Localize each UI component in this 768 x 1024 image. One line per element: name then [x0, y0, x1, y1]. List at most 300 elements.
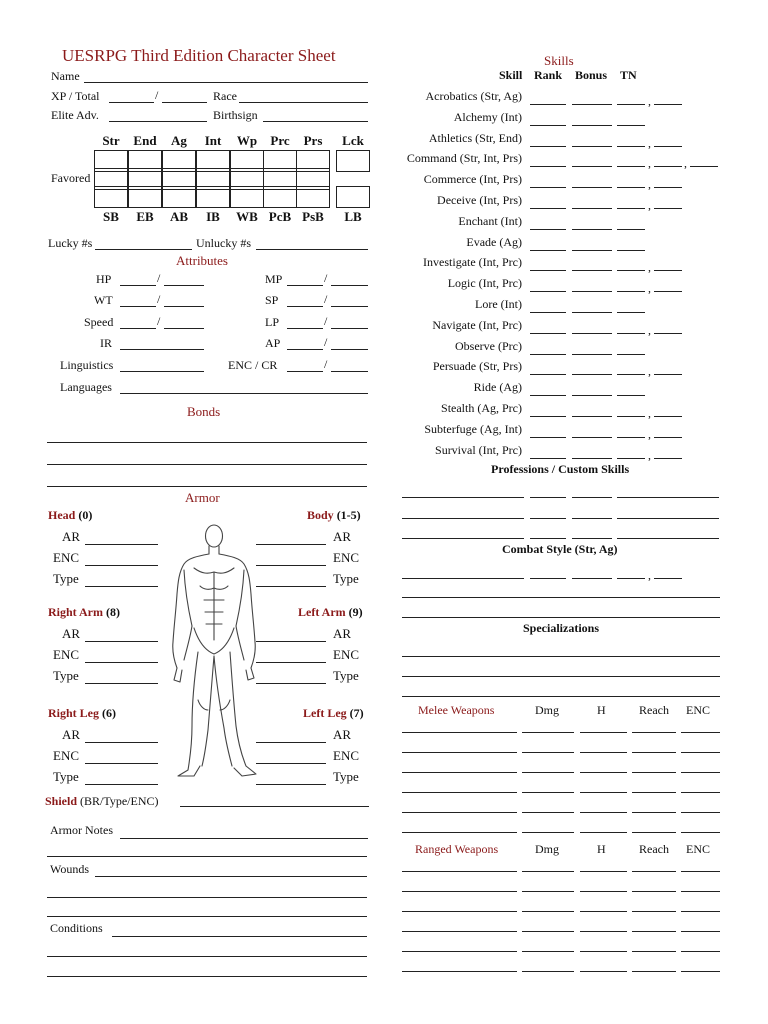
skill-deceive-tn-2[interactable] [654, 208, 682, 209]
attr-field-1-current[interactable] [287, 306, 323, 307]
prof-rank-0[interactable] [530, 497, 566, 498]
ranged-row-2-dmg[interactable] [522, 911, 574, 912]
attr-field-hp-max[interactable] [164, 285, 204, 286]
name-field[interactable] [84, 82, 368, 83]
ranged-row-0-name[interactable] [402, 871, 517, 872]
melee-row-5-dmg[interactable] [522, 832, 574, 833]
ranged-row-0-reach[interactable] [632, 871, 676, 872]
bonus-label-pcb: PcB [268, 209, 292, 224]
conditions-line-3[interactable] [47, 976, 367, 977]
skill-alchemy-rank[interactable] [530, 125, 566, 126]
skill-evade-rank[interactable] [530, 250, 566, 251]
char-label-lck: Lck [342, 133, 364, 148]
armor-right-leg-ar-field[interactable] [85, 742, 158, 743]
wounds-line-2[interactable] [47, 897, 367, 898]
skill-subterfuge: Subterfuge (Ag, Int) [424, 421, 522, 436]
shield-name: Shield [45, 794, 78, 808]
attr-field-0-max[interactable] [331, 285, 368, 286]
skill-command-comma: , [648, 156, 651, 171]
skill-command-bonus[interactable] [572, 166, 612, 167]
skill-commerce-comma: , [648, 177, 651, 192]
prof-bonus-1[interactable] [572, 518, 612, 519]
ranged-row-2-h[interactable] [580, 911, 627, 912]
armor-header: Armor [185, 490, 220, 505]
char-value-box-5[interactable] [263, 168, 297, 190]
attr-field-3-max[interactable] [331, 349, 368, 350]
melee-row-0-reach[interactable] [632, 732, 676, 733]
spec-line-1[interactable] [402, 656, 720, 657]
ranged-row-4-enc[interactable] [681, 951, 720, 952]
ranged-row-3-name[interactable] [402, 931, 517, 932]
attributes-header: Attributes [176, 253, 228, 268]
attr-label-languages: Languages [60, 380, 112, 394]
ranged-row-0-dmg[interactable] [522, 871, 574, 872]
bonds-line-3[interactable] [47, 486, 367, 487]
melee-row-1-h[interactable] [580, 752, 627, 753]
skill-persuade-bonus[interactable] [572, 374, 612, 375]
melee-col-reach: Reach [639, 703, 669, 717]
char-label-prc: Prc [270, 133, 290, 148]
skill-subterfuge-tn[interactable] [617, 437, 645, 438]
ranged-row-3-h[interactable] [580, 931, 627, 932]
melee-row-0-h[interactable] [580, 732, 627, 733]
skill-alchemy-bonus[interactable] [572, 125, 612, 126]
xp-label: XP / Total [51, 89, 100, 103]
skill-lore-bonus[interactable] [572, 312, 612, 313]
ranged-row-1-reach[interactable] [632, 891, 676, 892]
armor-left-arm-type-field[interactable] [256, 683, 326, 684]
attr-field-4-max[interactable] [331, 371, 368, 372]
melee-row-1-reach[interactable] [632, 752, 676, 753]
skill-command-tn[interactable] [617, 166, 645, 167]
professions-header: Professions / Custom Skills [491, 462, 630, 476]
bonus-label-sb: SB [103, 209, 119, 224]
attr-slash-2: / [157, 314, 161, 328]
bonus-label-ib: IB [206, 209, 220, 224]
attr-field-hp-current[interactable] [120, 285, 156, 286]
ranged-row-3-enc[interactable] [681, 931, 720, 932]
armor-right-leg-enc-label: ENC [53, 748, 79, 763]
armor-head-type-field[interactable] [85, 586, 158, 587]
skill-enchant-tn[interactable] [617, 229, 645, 230]
bonus-label-ab: AB [169, 209, 189, 224]
combat-bonus[interactable] [572, 578, 612, 579]
skill-command-tn-3[interactable] [690, 166, 718, 167]
armor-body-type-label: Type [333, 571, 359, 586]
melee-row-4-h[interactable] [580, 812, 627, 813]
armor-right-arm-enc-field[interactable] [85, 662, 158, 663]
ranged-row-2-name[interactable] [402, 911, 517, 912]
attr-field-wt-max[interactable] [164, 306, 204, 307]
armor-right-arm-type-field[interactable] [85, 683, 158, 684]
melee-row-4-name[interactable] [402, 812, 517, 813]
skill-command-rank[interactable] [530, 166, 566, 167]
armor-head-ar-label: AR [62, 529, 81, 544]
skill-acrobatics-tn[interactable] [617, 104, 645, 105]
ranged-row-1-h[interactable] [580, 891, 627, 892]
skill-subterfuge-tn-2[interactable] [654, 437, 682, 438]
melee-row-4-dmg[interactable] [522, 812, 574, 813]
skill-lore-rank[interactable] [530, 312, 566, 313]
combat-name[interactable] [402, 578, 524, 579]
prof-name-1[interactable] [402, 518, 524, 519]
skill-investigate-tn-2[interactable] [654, 270, 682, 271]
attr-field-3-current[interactable] [287, 349, 323, 350]
prof-name-0[interactable] [402, 497, 524, 498]
melee-row-1-dmg[interactable] [522, 752, 574, 753]
skill-lore-tn[interactable] [617, 312, 645, 313]
skill-logic-tn[interactable] [617, 291, 645, 292]
combat-style-header: Combat Style (Str, Ag) [502, 542, 618, 556]
combat-tn-2[interactable] [654, 578, 682, 579]
skill-deceive-tn[interactable] [617, 208, 645, 209]
luck-box-bottom[interactable] [336, 186, 370, 208]
armor-left-arm-enc-field[interactable] [256, 662, 326, 663]
attr-label-ir: IR [100, 336, 112, 350]
attr-right-slash-4: / [324, 357, 328, 371]
ranged-row-5-enc[interactable] [681, 971, 720, 972]
skill-athletics-rank[interactable] [530, 146, 566, 147]
armor-left-leg-type-label: Type [333, 769, 359, 784]
attr-label-speed: Speed [84, 315, 114, 329]
melee-row-0-name[interactable] [402, 732, 517, 733]
ranged-row-3-dmg[interactable] [522, 931, 574, 932]
skill-deceive: Deceive (Int, Prs) [437, 193, 522, 207]
attr-field-4-current[interactable] [287, 371, 323, 372]
char-label-prs: Prs [303, 133, 323, 148]
attr-label-wt: WT [94, 293, 113, 307]
attr-right-slash-3: / [324, 335, 328, 349]
ranged-col-dmg: Dmg [535, 842, 559, 856]
skill-ride-rank[interactable] [530, 395, 566, 396]
skill-logic-tn-2[interactable] [654, 291, 682, 292]
skill-persuade-tn-2[interactable] [654, 374, 682, 375]
armor-left-leg-type-field[interactable] [256, 784, 326, 785]
attr-field-1-max[interactable] [331, 306, 368, 307]
ranged-row-4-reach[interactable] [632, 951, 676, 952]
skills-col-rank: Rank [534, 68, 563, 82]
attr-right-slash-2: / [324, 314, 328, 328]
skill-evade: Evade (Ag) [466, 234, 522, 249]
race-label: Race [213, 89, 237, 103]
ranged-row-1-name[interactable] [402, 891, 517, 892]
skill-athletics-tn[interactable] [617, 146, 645, 147]
skill-stealth-comma: , [648, 406, 651, 420]
skill-alchemy-tn[interactable] [617, 125, 645, 126]
prof-rank-1[interactable] [530, 518, 566, 519]
melee-row-3-dmg[interactable] [522, 792, 574, 793]
armor-notes-field[interactable] [120, 838, 368, 839]
char-label-int: Int [204, 133, 222, 148]
body-figure-icon [168, 520, 260, 784]
melee-row-5-reach[interactable] [632, 832, 676, 833]
wounds-label: Wounds [50, 862, 90, 876]
skill-stealth-tn[interactable] [617, 416, 645, 417]
skill-navigate-bonus[interactable] [572, 333, 612, 334]
prof-bonus-0[interactable] [572, 497, 612, 498]
combat-line-2[interactable] [402, 597, 720, 598]
combat-tn[interactable] [617, 578, 645, 579]
skill-navigate-rank[interactable] [530, 333, 566, 334]
skill-evade-bonus[interactable] [572, 250, 612, 251]
attr-field-linguistics[interactable] [120, 371, 204, 372]
skill-athletics-tn-2[interactable] [654, 146, 682, 147]
armor-left-leg-ar-field[interactable] [256, 742, 326, 743]
melee-row-4-enc[interactable] [681, 812, 720, 813]
ranged-row-1-dmg[interactable] [522, 891, 574, 892]
skill-acrobatics-tn-2[interactable] [654, 104, 682, 105]
armor-loc-name: Left Arm [298, 605, 346, 619]
skill-acrobatics-bonus[interactable] [572, 104, 612, 105]
melee-row-3-enc[interactable] [681, 792, 720, 793]
armor-head-enc-field[interactable] [85, 565, 158, 566]
skill-survival-tn-2[interactable] [654, 458, 682, 459]
bonus-label-lb: LB [344, 209, 362, 224]
skill-logic-bonus[interactable] [572, 291, 612, 292]
skill-subterfuge-rank[interactable] [530, 437, 566, 438]
armor-loc-number: (9) [348, 605, 363, 619]
armor-left-arm-ar-field[interactable] [256, 641, 326, 642]
prof-name-2[interactable] [402, 538, 524, 539]
skill-investigate-tn[interactable] [617, 270, 645, 271]
skill-subterfuge-comma: , [648, 426, 651, 441]
shield-label [45, 794, 159, 809]
conditions-label: Conditions [50, 921, 103, 935]
armor-right-arm-ar-field[interactable] [85, 641, 158, 642]
skill-commerce-rank[interactable] [530, 187, 566, 188]
ranged-row-4-name[interactable] [402, 951, 517, 952]
combat-line-3[interactable] [402, 617, 720, 618]
armor-loc-number: (1-5) [336, 508, 361, 522]
attr-label-sp: SP [265, 293, 279, 307]
skill-acrobatics-rank[interactable] [530, 104, 566, 105]
armor-loc-left-arm [298, 605, 363, 620]
skill-persuade-rank[interactable] [530, 374, 566, 375]
skill-investigate-rank[interactable] [530, 270, 566, 271]
bonds-line-1[interactable] [47, 442, 367, 443]
prof-bonus-2[interactable] [572, 538, 612, 539]
char-label-str: Str [102, 133, 120, 148]
xp-total-field[interactable] [162, 102, 207, 103]
skill-acrobatics: Acrobatics (Str, Ag) [425, 89, 522, 103]
armor-loc-number: (7) [349, 706, 364, 720]
page-title: UESRPG Third Edition Character Sheet [62, 46, 336, 65]
skill-command: Command (Str, Int, Prs) [406, 151, 522, 166]
skill-athletics-comma: , [648, 135, 651, 150]
armor-loc-body [307, 508, 361, 523]
skill-subterfuge-bonus[interactable] [572, 437, 612, 438]
xp-field[interactable] [109, 102, 154, 103]
prof-tn-1[interactable] [617, 518, 719, 519]
skills-header: Skills [544, 53, 574, 68]
armor-body-enc-field[interactable] [256, 565, 326, 566]
elite-adv-label: Elite Adv. [51, 108, 99, 122]
skill-observe-tn[interactable] [617, 354, 645, 355]
skill-evade-tn[interactable] [617, 250, 645, 251]
melee-row-2-h[interactable] [580, 772, 627, 773]
armor-head-ar-field[interactable] [85, 544, 158, 545]
armor-left-arm-type-label: Type [333, 668, 359, 683]
conditions-field[interactable] [112, 936, 367, 937]
melee-row-0-enc[interactable] [681, 732, 720, 733]
skill-observe-rank[interactable] [530, 354, 566, 355]
char-value-box-1[interactable] [128, 168, 162, 190]
prof-tn-2[interactable] [617, 538, 719, 539]
ranged-row-2-reach[interactable] [632, 911, 676, 912]
skill-command-tn-2[interactable] [654, 166, 682, 167]
melee-row-2-reach[interactable] [632, 772, 676, 773]
skill-alchemy: Alchemy (Int) [453, 109, 522, 124]
spec-line-2[interactable] [402, 676, 720, 677]
armor-body-type-field[interactable] [256, 586, 326, 587]
shield-detail: (BR/Type/ENC) [80, 794, 159, 808]
char-value-box-2[interactable] [162, 168, 196, 190]
skill-persuade-tn[interactable] [617, 374, 645, 375]
skill-survival-rank[interactable] [530, 458, 566, 459]
ranged-weapons-header: Ranged Weapons [415, 842, 499, 856]
char-label-end: End [133, 133, 157, 148]
armor-right-leg-enc-field[interactable] [85, 763, 158, 764]
unlucky-label: Unlucky #s [196, 236, 251, 250]
skill-commerce-tn[interactable] [617, 187, 645, 188]
ranged-row-1-enc[interactable] [681, 891, 720, 892]
ranged-row-2-enc[interactable] [681, 911, 720, 912]
skill-athletics-bonus[interactable] [572, 146, 612, 147]
unlucky-field[interactable] [256, 249, 368, 250]
char-value-box-3[interactable] [196, 168, 230, 190]
attr-field-2-current[interactable] [287, 328, 323, 329]
armor-loc-number: (6) [102, 706, 116, 720]
skill-deceive-rank[interactable] [530, 208, 566, 209]
skill-command-comma-2: , [684, 156, 687, 171]
skill-navigate-tn-2[interactable] [654, 333, 682, 334]
ranged-row-5-reach[interactable] [632, 971, 676, 972]
combat-rank[interactable] [530, 578, 566, 579]
skill-commerce: Commerce (Int, Prs) [423, 172, 522, 187]
attr-slash-1: / [157, 292, 161, 306]
conditions-line-2[interactable] [47, 956, 367, 957]
lucky-field[interactable] [95, 249, 192, 250]
armor-body-ar-field[interactable] [256, 544, 326, 545]
skill-enchant-bonus[interactable] [572, 229, 612, 230]
skill-stealth-rank[interactable] [530, 416, 566, 417]
char-label-ag: Ag [171, 133, 187, 148]
skill-investigate-comma: , [648, 260, 651, 275]
ranged-row-5-dmg[interactable] [522, 971, 574, 972]
wounds-field[interactable] [95, 876, 367, 877]
skill-logic-rank[interactable] [530, 291, 566, 292]
skill-commerce-tn-2[interactable] [654, 187, 682, 188]
ranged-row-4-h[interactable] [580, 951, 627, 952]
ranged-row-3-reach[interactable] [632, 931, 676, 932]
skill-ride-tn[interactable] [617, 395, 645, 396]
armor-loc-right-arm [48, 605, 120, 620]
bonds-line-2[interactable] [47, 464, 367, 465]
attr-field-languages[interactable] [120, 393, 368, 394]
attr-slash-0: / [157, 271, 161, 285]
ranged-row-4-dmg[interactable] [522, 951, 574, 952]
attr-label-enc-cr: ENC / CR [228, 358, 278, 372]
shield-field[interactable] [180, 806, 369, 807]
armor-left-leg-enc-field[interactable] [256, 763, 326, 764]
race-field[interactable] [239, 102, 368, 103]
melee-row-1-enc[interactable] [681, 752, 720, 753]
skill-navigate-tn[interactable] [617, 333, 645, 334]
skill-deceive-comma: , [648, 198, 651, 212]
attr-field-ir[interactable] [120, 349, 204, 350]
elite-adv-field[interactable] [109, 121, 207, 122]
luck-box-top[interactable] [336, 150, 370, 172]
combat-comma: , [648, 568, 651, 582]
melee-row-5-enc[interactable] [681, 832, 720, 833]
skill-logic: Logic (Int, Prc) [447, 276, 522, 291]
ranged-row-0-enc[interactable] [681, 871, 720, 872]
char-value-box-6[interactable] [296, 168, 330, 190]
armor-right-leg-type-field[interactable] [85, 784, 158, 785]
melee-row-3-reach[interactable] [632, 792, 676, 793]
skill-enchant-rank[interactable] [530, 229, 566, 230]
skill-athletics: Athletics (Str, End) [428, 130, 522, 145]
melee-row-3-name[interactable] [402, 792, 517, 793]
skill-stealth-tn-2[interactable] [654, 416, 682, 417]
ranged-row-0-h[interactable] [580, 871, 627, 872]
armor-notes-line-2[interactable] [47, 856, 367, 857]
skill-survival-comma: , [648, 447, 651, 462]
char-value-box-0[interactable] [94, 168, 128, 190]
attr-field-0-current[interactable] [287, 285, 323, 286]
skill-survival-bonus[interactable] [572, 458, 612, 459]
melee-row-0-dmg[interactable] [522, 732, 574, 733]
melee-row-3-h[interactable] [580, 792, 627, 793]
bonus-label-wb: WB [236, 209, 258, 224]
melee-row-2-name[interactable] [402, 772, 517, 773]
skill-investigate-bonus[interactable] [572, 270, 612, 271]
ranged-row-5-name[interactable] [402, 971, 517, 972]
melee-row-5-h[interactable] [580, 832, 627, 833]
skill-observe-bonus[interactable] [572, 354, 612, 355]
char-label-wp: Wp [236, 133, 258, 148]
armor-right-arm-type-label: Type [53, 668, 79, 683]
melee-row-2-dmg[interactable] [522, 772, 574, 773]
skill-commerce-bonus[interactable] [572, 187, 612, 188]
prof-tn-0[interactable] [617, 497, 719, 498]
melee-row-5-name[interactable] [402, 832, 517, 833]
wounds-line-3[interactable] [47, 916, 367, 917]
skill-deceive-bonus[interactable] [572, 208, 612, 209]
spec-line-3[interactable] [402, 696, 720, 697]
ranged-col-h: H [597, 842, 606, 856]
ranged-row-5-h[interactable] [580, 971, 627, 972]
armor-loc-left-leg [303, 706, 364, 721]
prof-rank-2[interactable] [530, 538, 566, 539]
skill-ride-bonus[interactable] [572, 395, 612, 396]
armor-loc-name: Body [307, 508, 334, 522]
xp-slash: / [155, 88, 159, 102]
skill-observe: Observe (Prc) [455, 338, 522, 353]
melee-row-1-name[interactable] [402, 752, 517, 753]
melee-row-4-reach[interactable] [632, 812, 676, 813]
attr-field-speed-current[interactable] [120, 328, 156, 329]
char-value-box-4[interactable] [230, 168, 264, 190]
armor-notes-label: Armor Notes [50, 823, 113, 837]
attr-field-wt-current[interactable] [120, 306, 156, 307]
skill-survival-tn[interactable] [617, 458, 645, 459]
skill-stealth-bonus[interactable] [572, 416, 612, 417]
attr-field-2-max[interactable] [331, 328, 368, 329]
melee-row-2-enc[interactable] [681, 772, 720, 773]
attr-field-speed-max[interactable] [164, 328, 204, 329]
birthsign-field[interactable] [263, 121, 368, 122]
